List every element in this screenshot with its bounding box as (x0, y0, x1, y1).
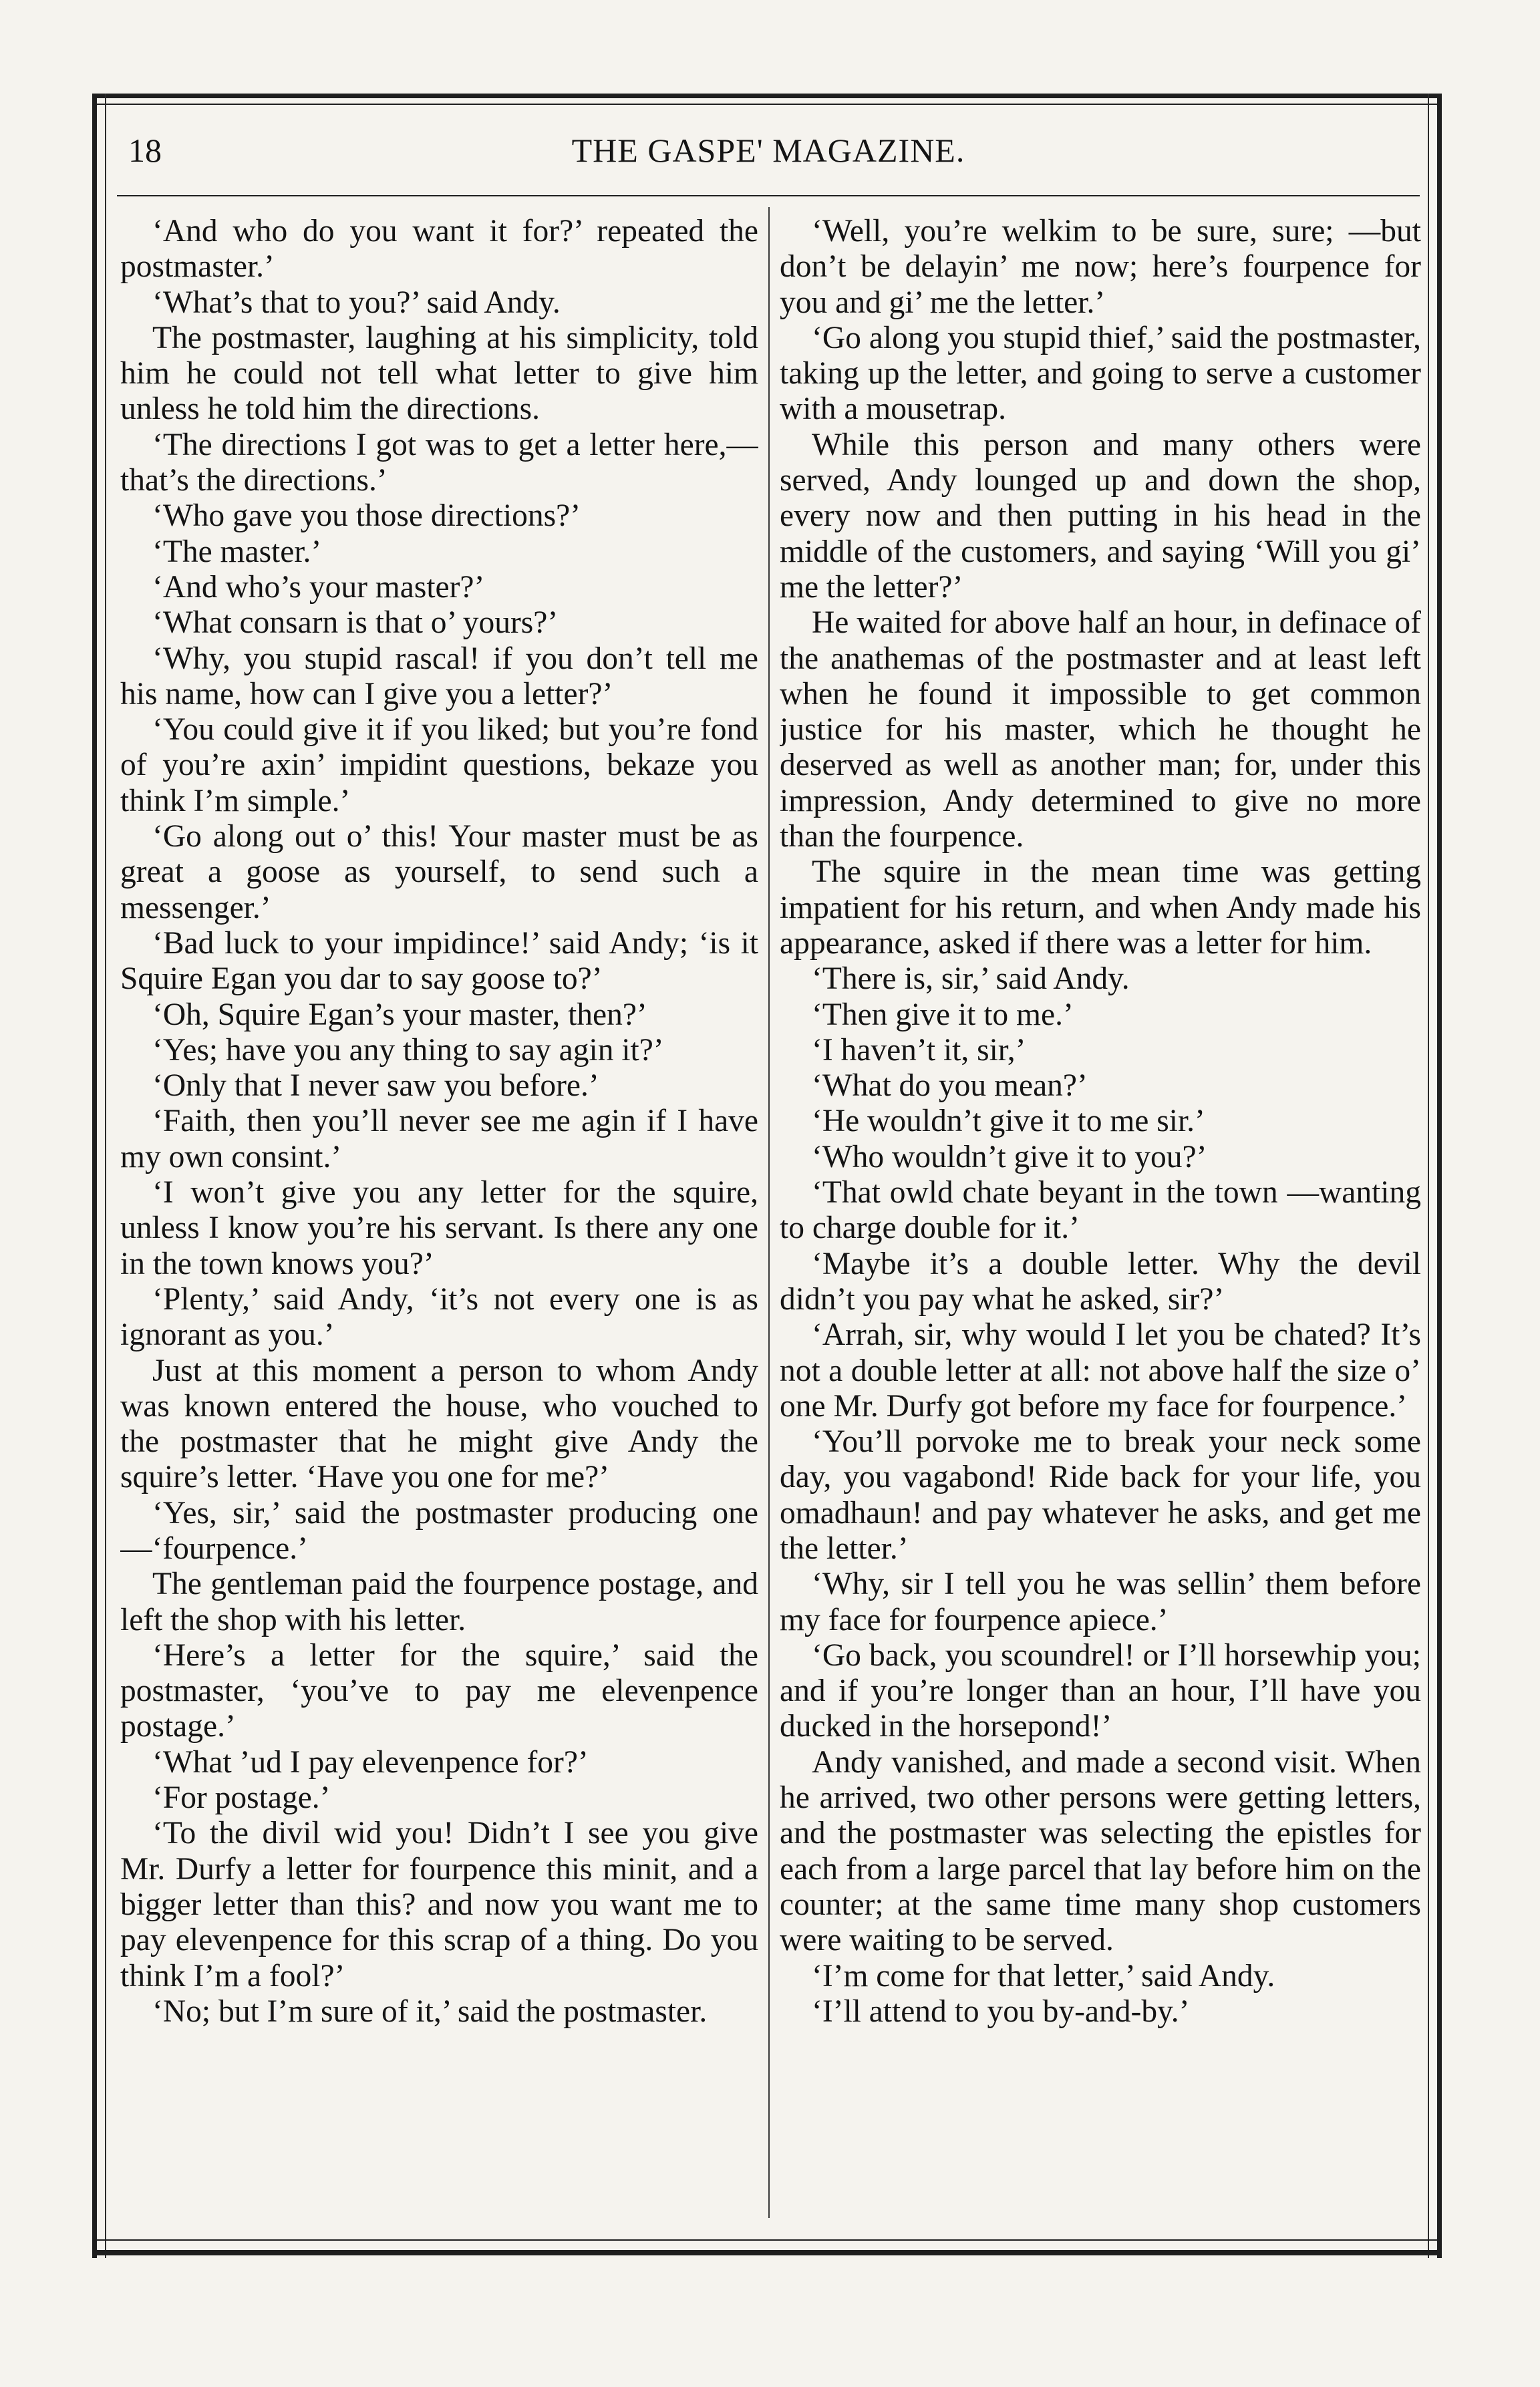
paragraph: He waited for above half an hour, in definace of the anathemas of the postmaster and at least left when he found it impossible to get common justice for his master, which he thought he deserved as well as another man; for, under this impression, Andy determined to give no more than the fourpence. (780, 605, 1421, 854)
paragraph: While this person and many others were served, Andy lounged up and down the shop, every now and then putting in his head in the middle of the customers, and saying ‘Will you gi’ me the letter?’ (780, 427, 1421, 605)
paragraph: ‘What consarn is that o’ yours?’ (152, 605, 559, 641)
frame-inner-right-rule (1428, 94, 1429, 2258)
paragraph: ‘That owld chate beyant in the town —wanting to charge double for it.’ (780, 1175, 1421, 1246)
left-column (120, 214, 758, 2211)
header-rule (117, 195, 1420, 196)
paragraph: ‘Well, you’re welkim to be sure, sure; —but don’t be delayin’ me now; here’s fourpence for you and gi’ me the letter.’ (780, 214, 1421, 320)
paragraph: ‘Go back, you scoundrel! or I’ll horsewhip you; and if you’re longer than an hour, I’ll have you ducked in the horsepond!’ (780, 1637, 1421, 1744)
paragraph: ‘He wouldn’t give it to me sir.’ (812, 1104, 1205, 1139)
paragraph: ‘What’s that to you?’ said Andy. (152, 285, 561, 320)
paragraph: ‘Maybe it’s a double letter. Why the devil didn’t you pay what he asked, sir?’ (780, 1246, 1421, 1317)
magazine-title: THE GASPE' MAGAZINE. (571, 132, 965, 169)
paragraph: ‘I won’t give you any letter for the squire, unless I know you’re his servant. Is there any one in the town knows you?’ (120, 1175, 758, 1281)
paragraph: ‘Who wouldn’t give it to you?’ (812, 1139, 1207, 1174)
paragraph: ‘Then give it to me.’ (812, 997, 1074, 1032)
paragraph: ‘To the divil wid you! Didn’t I see you give Mr. Durfy a letter for fourpence this minit, and a bigger letter than this? and now you want me to pay elevenpence for this scrap of a thing. Do you think I’m a fool?’ (120, 1816, 758, 1994)
paragraph: ‘There is, sir,’ said Andy. (812, 961, 1130, 997)
paragraph: ‘I haven’t it, sir,’ (812, 1032, 1026, 1068)
paragraph: ‘Plenty,’ said Andy, ‘it’s not every one is as ignorant as you.’ (120, 1281, 758, 1353)
paragraph: Just at this moment a person to whom Andy was known entered the house, who vouched to the postmaster that he might give Andy the squire’s letter. ‘Have you one for me?’ (120, 1353, 758, 1495)
paragraph: ‘Why, sir I tell you he was sellin’ them before my face for fourpence apiece.’ (780, 1567, 1421, 1637)
paragraph: ‘Oh, Squire Egan’s your master, then?’ (152, 997, 647, 1032)
paragraph: ‘Bad luck to your impidince!’ said Andy; ‘is it Squire Egan you dar to say goose to?’ (120, 925, 758, 997)
paragraph: ‘What ’ud I pay elevenpence for?’ (152, 1744, 589, 1780)
paragraph: ‘Yes, sir,’ said the postmaster producing one—‘fourpence.’ (120, 1495, 758, 1566)
paragraph: ‘Who gave you those directions?’ (152, 498, 581, 534)
paragraph: ‘Faith, then you’ll never see me agin if I have my own consint.’ (120, 1104, 758, 1174)
paragraph: Andy vanished, and made a second visit. When he arrived, two other persons were getting letters, and the postmaster was selecting the epistles for each from a large parcel that lay before him on the counter; at the same time many shop customers were waiting to be served. (780, 1744, 1421, 1958)
paragraph: ‘Only that I never saw you before.’ (152, 1068, 599, 1104)
paragraph: ‘Go along you stupid thief,’ said the postmaster, taking up the letter, and going to serve a customer with a mousetrap. (780, 320, 1421, 427)
page-number: 18 (128, 132, 162, 169)
paragraph: ‘You could give it if you liked; but you’re fond of you’re axin’ impidint questions, bekaze you think I’m simple.’ (120, 712, 758, 818)
paragraph: ‘The master.’ (152, 534, 322, 569)
paragraph: ‘No; but I’m sure of it,’ said the postmaster. (152, 1994, 708, 2029)
bottom-border-thin (92, 2239, 1442, 2241)
bottom-border-thick (92, 2250, 1442, 2255)
paragraph: ‘Why, you stupid rascal! if you don’t tell me his name, how can I give you a letter?’ (120, 641, 758, 711)
paragraph: ‘And who’s your master?’ (152, 569, 485, 605)
right-column (780, 214, 1421, 2211)
paragraph: ‘The directions I got was to get a letter here,—that’s the directions.’ (120, 427, 758, 498)
paragraph: ‘For postage.’ (152, 1780, 331, 1816)
frame-inner-left-rule (105, 94, 106, 2258)
running-head (120, 127, 1416, 174)
column-divider (768, 207, 770, 2218)
paragraph: The postmaster, laughing at his simplicity, told him he could not tell what letter to give him unless he told him the directions. (120, 320, 758, 427)
paragraph: ‘What do you mean?’ (812, 1068, 1088, 1104)
paragraph: ‘You’ll porvoke me to break your neck some day, you vagabond! Ride back for your life, you omadhaun! and pay whatever he asks, and get me the letter.’ (780, 1424, 1421, 1566)
paragraph: ‘Go along out o’ this! Your master must be as great a goose as yourself, to send such a messenger.’ (120, 819, 758, 925)
paragraph: ‘I’ll attend to you by-and-by.’ (812, 1994, 1190, 2029)
paragraph: ‘Here’s a letter for the squire,’ said the postmaster, ‘you’ve to pay me elevenpence postage.’ (120, 1637, 758, 1744)
paragraph: The squire in the mean time was getting impatient for his return, and when Andy made his appearance, asked if there was a letter for him. (780, 854, 1421, 961)
paragraph: ‘Yes; have you any thing to say agin it?’ (152, 1032, 664, 1068)
paragraph: The gentleman paid the fourpence postage, and left the shop with his letter. (120, 1567, 758, 1637)
paragraph: ‘Arrah, sir, why would I let you be chated? It’s not a double letter at all: not above half the size o’ one Mr. Durfy got before my face for fourpence.’ (780, 1317, 1421, 1424)
paragraph: ‘And who do you want it for?’ repeated the postmaster.’ (120, 214, 758, 285)
paragraph: ‘I’m come for that letter,’ said Andy. (812, 1958, 1275, 1994)
